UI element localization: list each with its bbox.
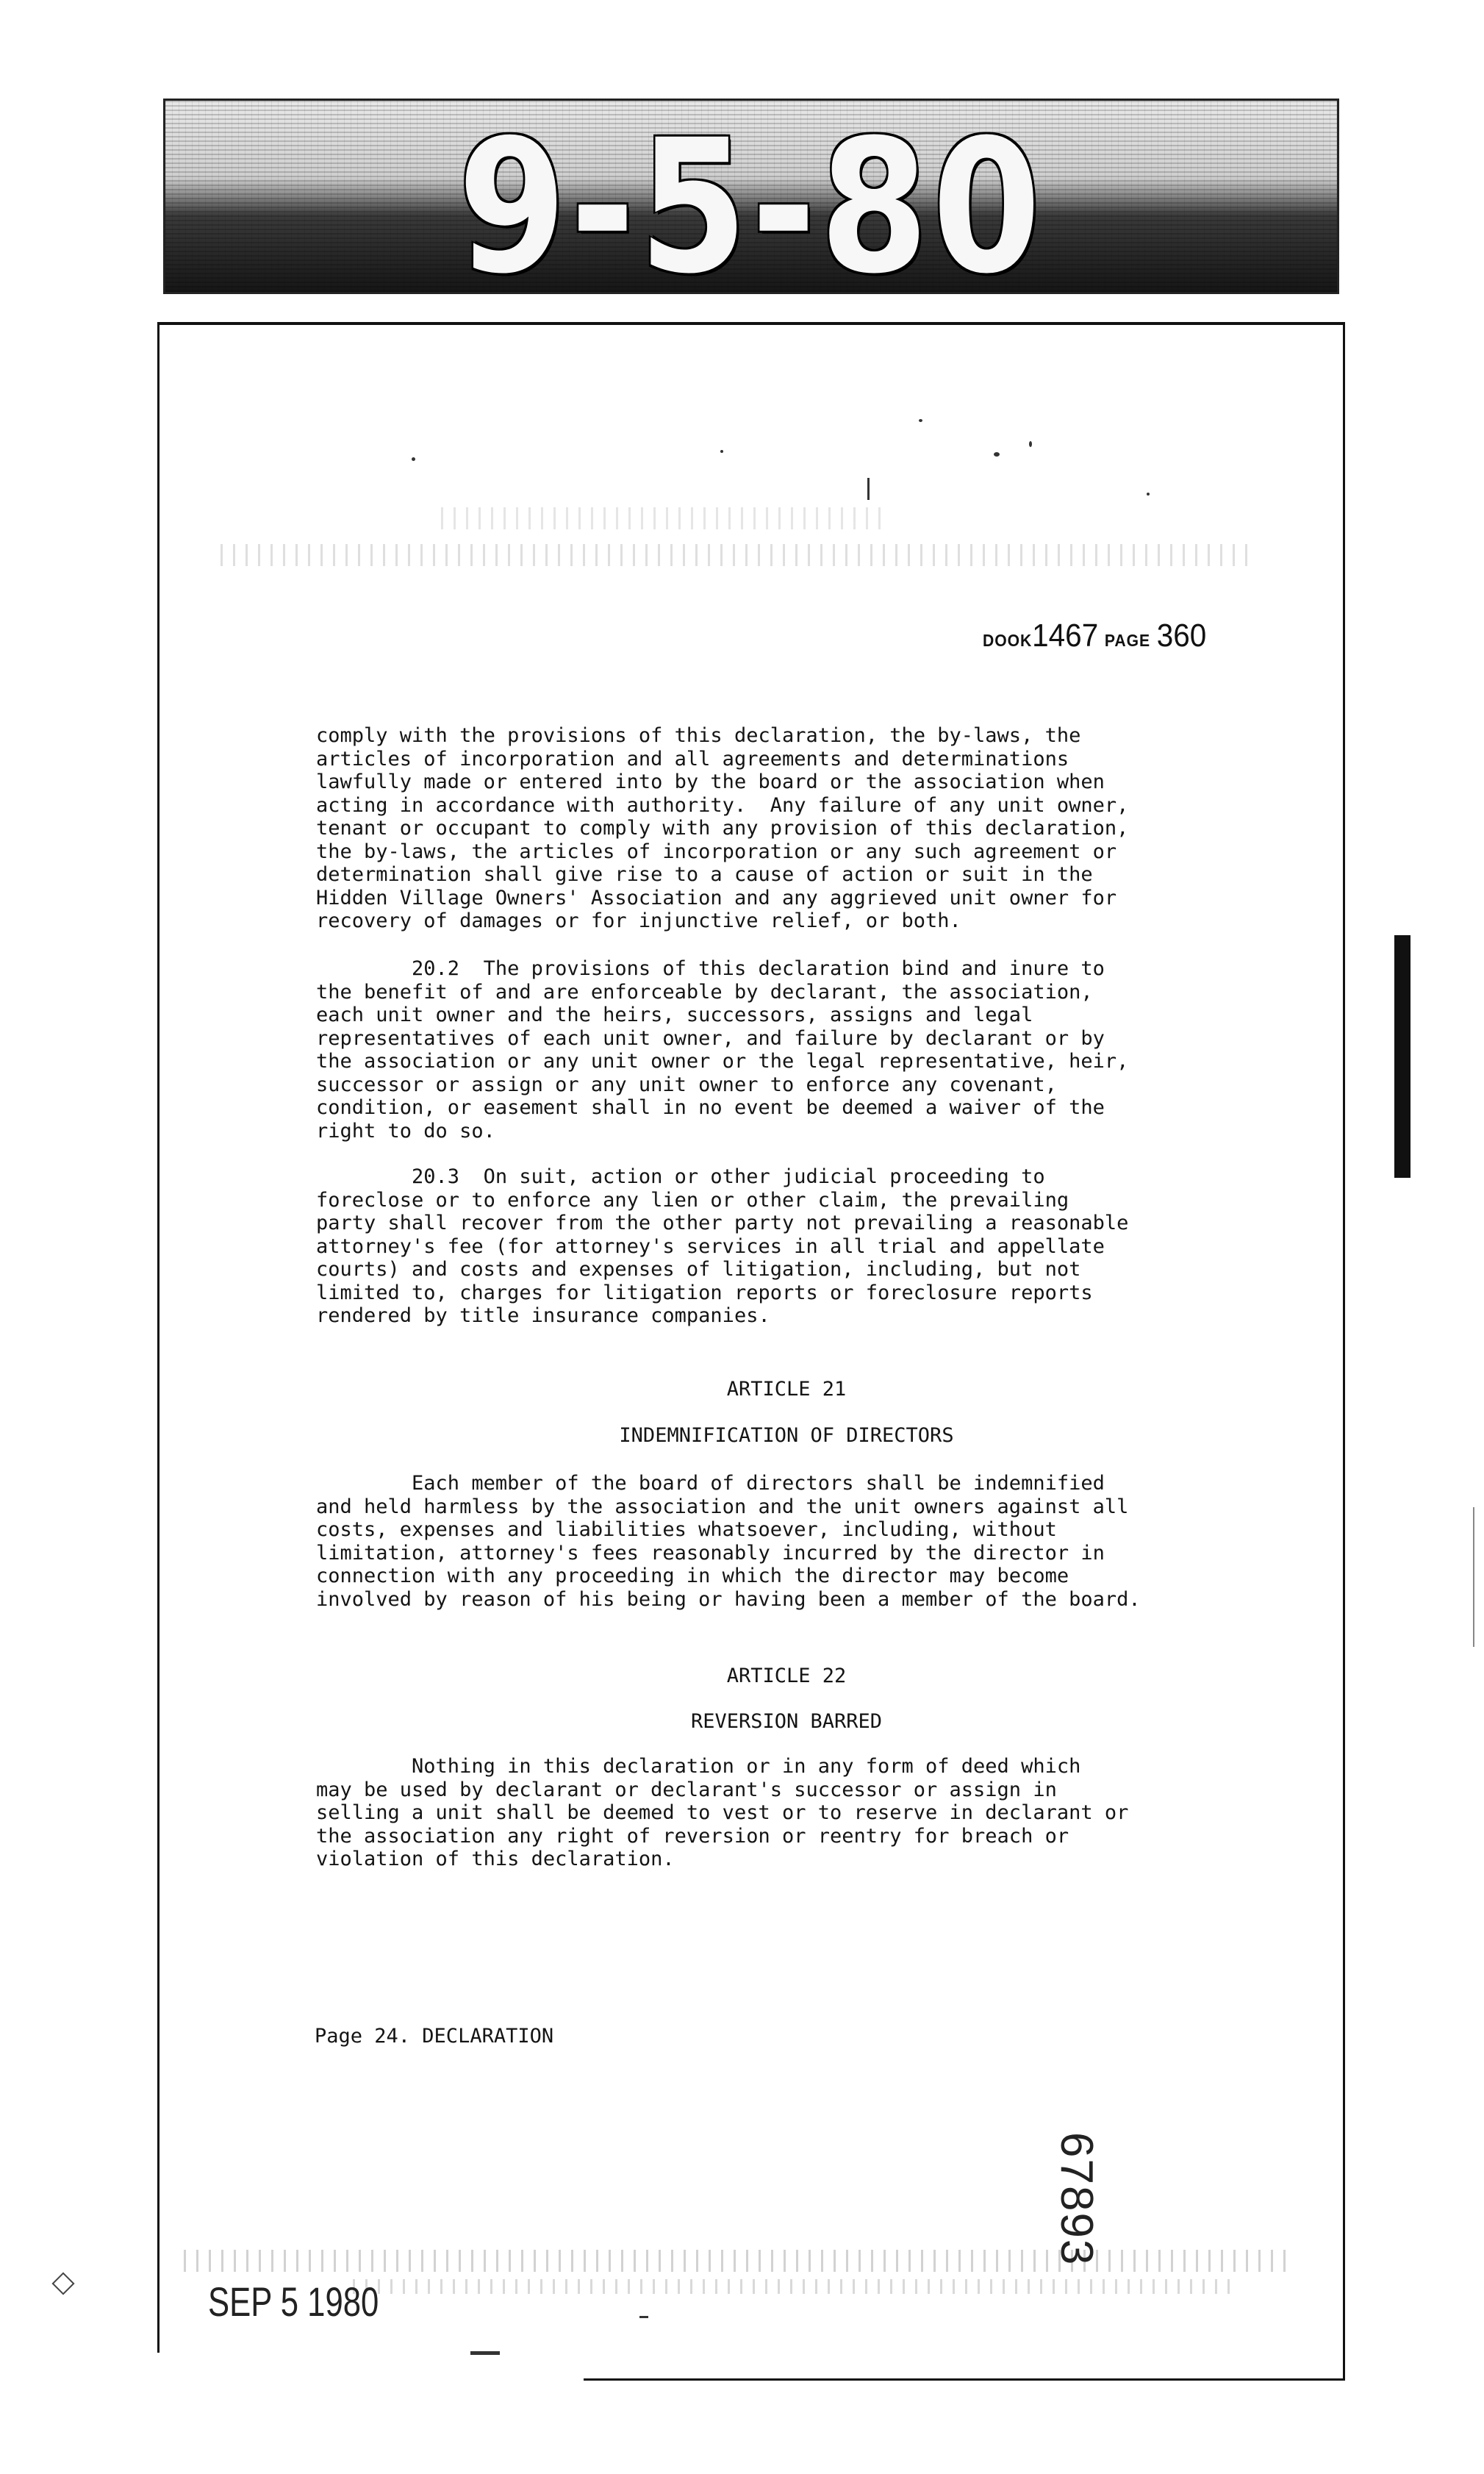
page-label: PAGE (1104, 631, 1151, 650)
book-label: DOOK (983, 631, 1033, 650)
book-number: 1467 (1032, 618, 1099, 654)
paragraph-20-3: 20.3 On suit, action or other judicial proceeding to foreclose or to enforce any lien or other claim, the prevailing party shall recover from the other party not prevailing a reasonable attorney's fee (for attorney's services in all trial and appellate courts) and costs and expenses of litigation, including, but not limited to, charges for litigation reports or foreclosure reports rendered by title insurance companies. (316, 1165, 1129, 1327)
article-21-title: INDEMNIFICATION OF DIRECTORS (619, 1424, 954, 1447)
recording-number-stamp: 67893 (1051, 2132, 1102, 2267)
date-banner (163, 99, 1339, 294)
banner-date: 9-5-80 (457, 100, 1045, 294)
article-22-label: ARTICLE 22 (726, 1665, 847, 1687)
article-21-label: ARTICLE 21 (726, 1378, 847, 1401)
paragraph-reversion: Nothing in this declaration or in any form of deed which may be used by declarant or declarant's successor or assign in selling a unit shall be deemed to vest or to reserve in declarant or the association any right of reversion or reentry for breach or violation of this declaration. (316, 1755, 1129, 1870)
margin-thin-mark (1473, 1507, 1474, 1647)
article-22-title: REVERSION BARRED (690, 1710, 883, 1733)
paragraph-indemnification: Each member of the board of directors shall be indemnified and held harmless by the association and the unit owners against all costs, expenses and liabilities whatsoever, including, without limitation, attorney's fees reasonably incurred by the director in connection with any proceeding in which the director may become involved by reason of his being or having been a member of the board. (316, 1472, 1141, 1611)
book-page-reference (983, 618, 1206, 654)
filed-date-stamp: SEP 5 1980 (208, 2278, 379, 2325)
paragraph-continuation: comply with the provisions of this declaration, the by-laws, the articles of incorporation and all agreements and determinations lawfully made or entered into by the board or the association when acting in accordance with authority. Any failure of any unit owner, tenant or occupant to comply with any provision of this declaration, the by-laws, the articles of incorporation or any such agreement or determination shall give rise to a cause of action or suit in the Hidden Village Owners' Association and any aggrieved unit owner for recovery of damages or for injunctive relief, or both. (316, 724, 1129, 932)
margin-black-bar (1394, 935, 1410, 1178)
paragraph-20-2: 20.2 The provisions of this declaration bind and inure to the benefit of and are enforceable by declarant, the association, each unit owner and the heirs, successors, assigns and legal representatives of each unit owner, and failure by declarant or by the association or any unit owner or the legal representative, heir, successor or assign or any unit owner to enforce any covenant, condition, or easement shall in no event be deemed a waiver of the right to do so. (316, 957, 1129, 1143)
page-footer-label: Page 24. DECLARATION (315, 2025, 554, 2048)
page-number: 360 (1156, 618, 1207, 654)
